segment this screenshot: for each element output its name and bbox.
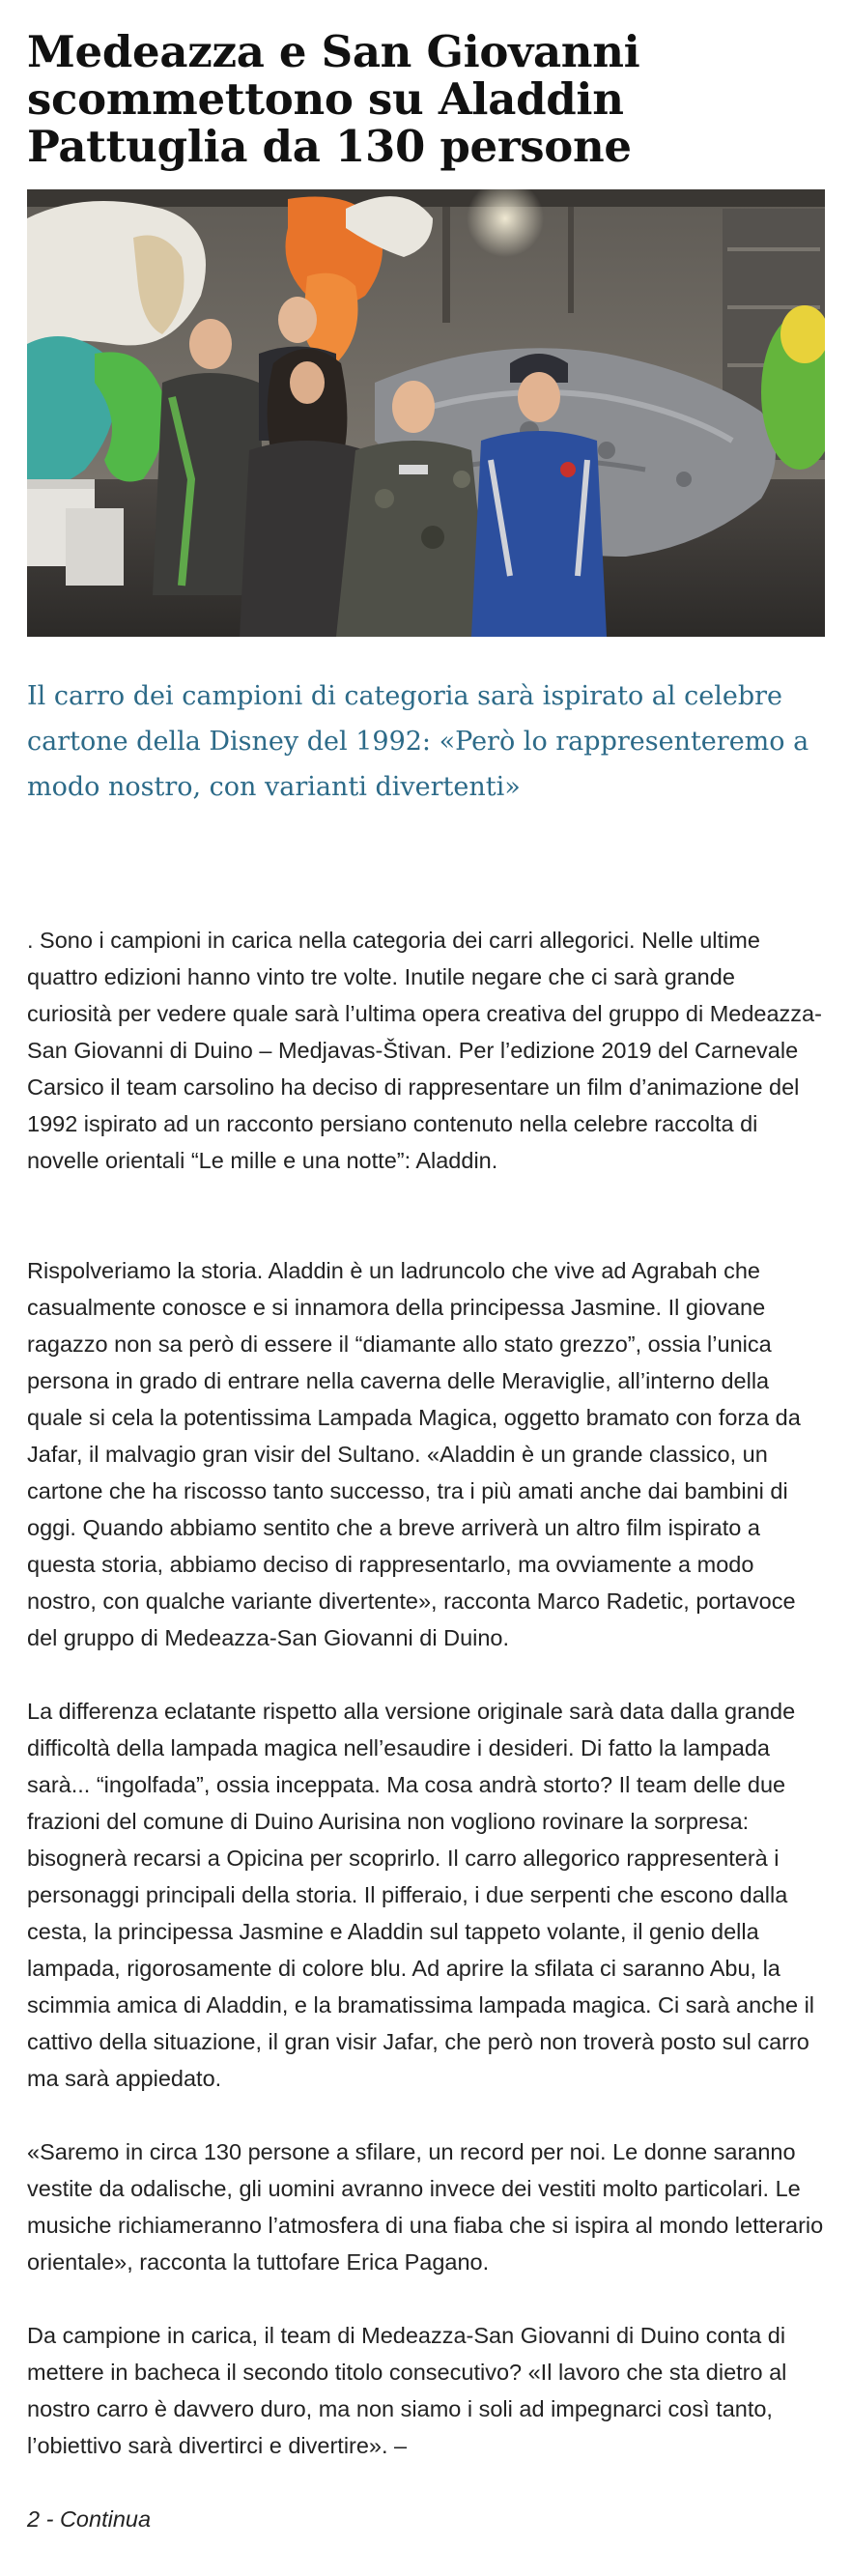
article-summary: Il carro dei campioni di categoria sarà ispirato al celebre cartone della Disney del 1992: «Però lo rappresenteremo a modo nostro, con varianti divertenti» bbox=[27, 681, 809, 802]
article-paragraph: Rispolveriamo la storia. Aladdin è un ladruncolo che vive ad Agrabah che casualmente conosce e si innamora della principessa Jasmine. Il giovane ragazzo non sa però di essere il “diamante allo stato grezzo”, ossia l’unica persona in grado di entrare nella caverna delle Meraviglie, all’interno della quale si cela la potentissima Lampada Magica, oggetto bramato con forza da Jafar, il malvagio gran visir del Sultano. «Aladdin è un grande classico, un cartone che ha riscosso tanto successo, tra i più amati anche dai bambini di oggi. Quando abbiamo sentito che a breve arriverà un altro film ispirato a questa storia, abbiamo deciso di rappresentarlo, ma ovviamente a modo nostro, con qualche variante divertente», racconta Marco Radetic, portavoce del gruppo di Medeazza-San Giovanni di Duino. bbox=[27, 1258, 801, 1650]
continue-label: 2 - Continua bbox=[27, 2506, 152, 2532]
article-hero-image bbox=[27, 189, 825, 637]
article-paragraph: . Sono i campioni in carica nella categoria dei carri allegorici. Nelle ultime quattro edizioni hanno vinto tre volte. Inutile negare che ci sarà grande curiosità per vedere quale sarà l’ultima opera creativa del gruppo di Medeazza-San Giovanni di Duino – Medjavas-Štivan. Per l’edizione 2019 del Carnevale Carsico il team carsolino ha deciso di rappresentare un film d’animazione del 1992 ispirato ad un racconto persiano contenuto nella celebre raccolta di novelle orientali “Le mille e una notte”: Aladdin. bbox=[27, 928, 822, 1173]
article-body bbox=[27, 922, 825, 2537]
article bbox=[27, 0, 825, 2574]
article-headline: Medeazza e San Giovanni scommettono su Aladdin Pattuglia da 130 persone bbox=[27, 26, 640, 172]
article-paragraph: La differenza eclatante rispetto alla versione originale sarà data dalla grande difficoltà della lampada magica nell’esaudire i desideri. Di fatto la lampada sarà... “ingolfada”, ossia inceppata. Ma cosa andrà storto? Il team delle due frazioni del comune di Duino Aurisina non vogliono rovinare la sorpresa: bisognerà recarsi a Opicina per scoprirlo. Il carro allegorico rappresenterà i personaggi principali della storia. Il pifferaio, i due serpenti che escono dalla cesta, la principessa Jasmine e Aladdin sul tappeto volante, il genio della lampada, rigorosamente di colore blu. Ad aprire la sfilata ci saranno Abu, la scimmia amica di Aladdin, e la bramatissima lampada magica. Ci sarà anche il cattivo della situazione, il gran visir Jafar, che però non troverà posto sul carro ma sarà appiedato. bbox=[27, 1699, 815, 2091]
article-paragraph: «Saremo in circa 130 persone a sfilare, un record per noi. Le donne saranno vestite da odalische, gli uomini avranno invece dei vestiti molto particolari. Le musiche richiameranno l’atmosfera di una fiaba che si ispira al mondo letterario orientale», racconta la tuttofare Erica Pagano. bbox=[27, 2139, 824, 2275]
workshop-photo bbox=[27, 189, 825, 637]
article-paragraph: Da campione in carica, il team di Medeazza-San Giovanni di Duino conta di mettere in bacheca il secondo titolo consecutivo? «Il lavoro che sta dietro al nostro carro è davvero duro, ma non siamo i soli ad impegnarci così tanto, l’obiettivo sarà divertirci e divertire». – bbox=[27, 2323, 787, 2458]
